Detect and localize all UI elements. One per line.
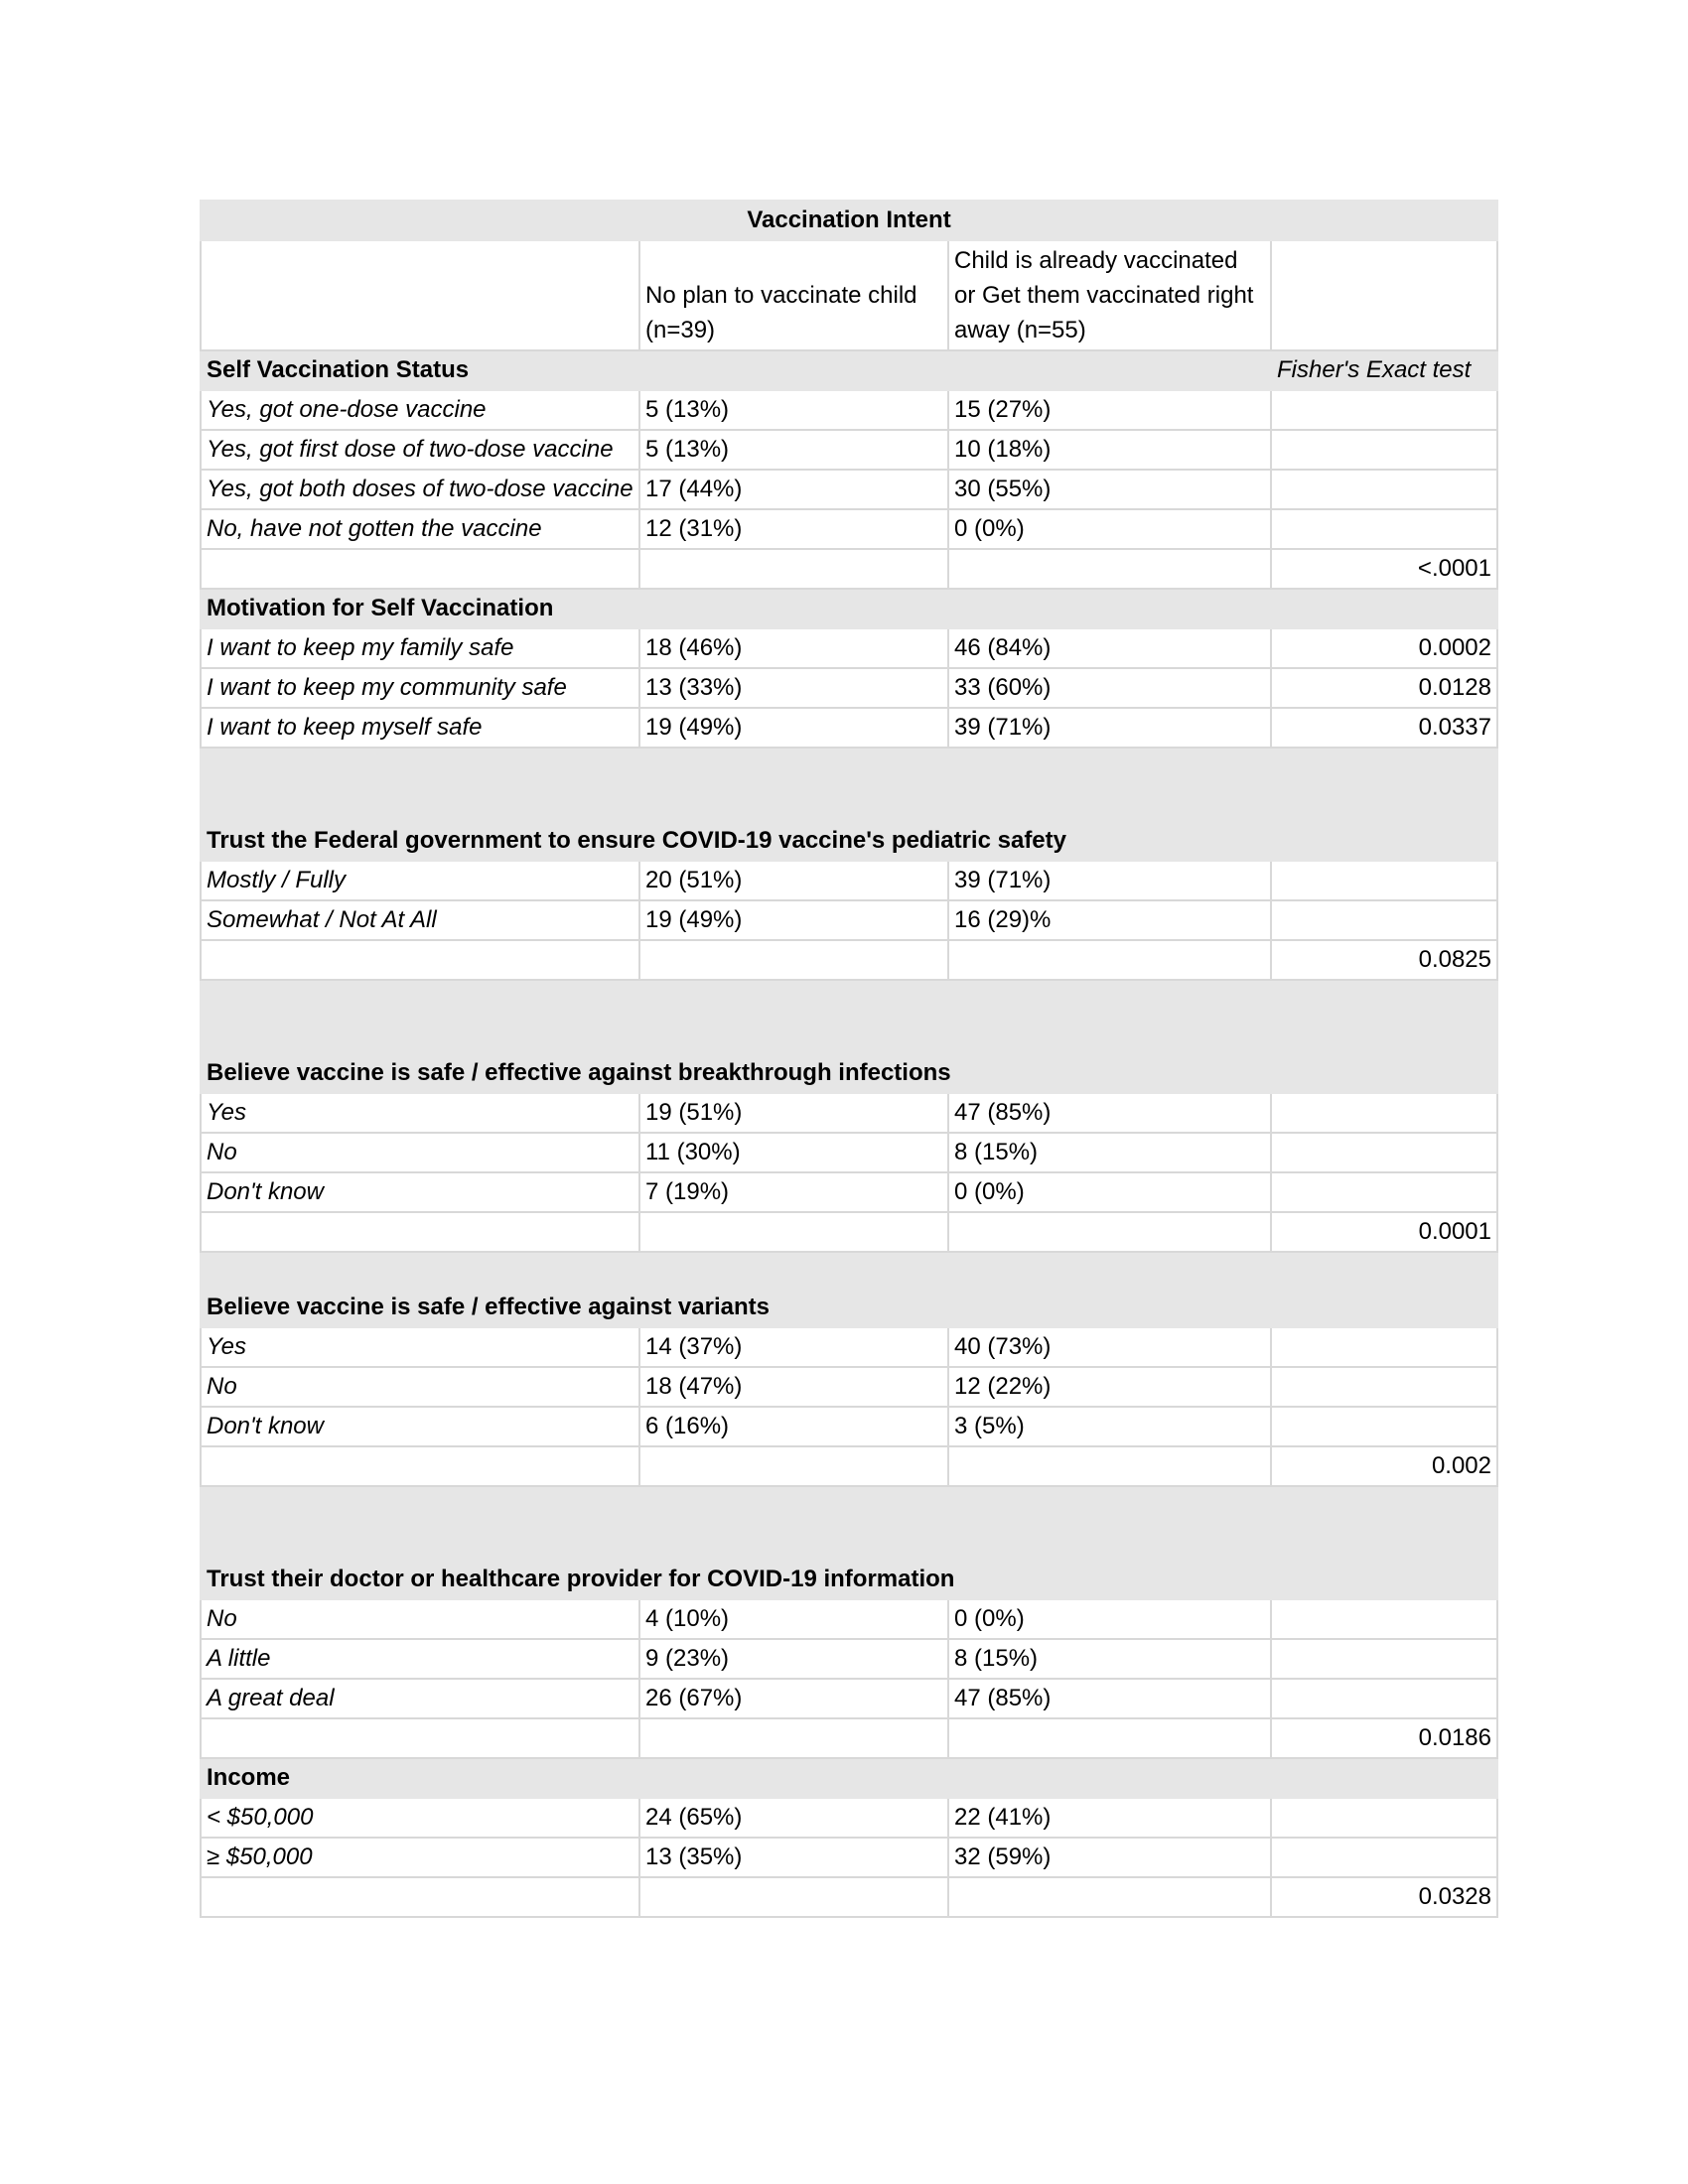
value-vaccinated: 47 (85%) — [948, 1679, 1271, 1718]
column-header-no-plan: No plan to vaccinate child (n=39) — [639, 240, 948, 350]
value-no-plan: 26 (67%) — [639, 1679, 948, 1718]
p-value — [1271, 430, 1497, 470]
row-label: ≥ $50,000 — [201, 1838, 639, 1877]
row-label: I want to keep my family safe — [201, 628, 639, 668]
p-value — [1271, 1133, 1497, 1172]
p-value — [1271, 509, 1497, 549]
p-value: 0.0128 — [1271, 668, 1497, 708]
value-no-plan: 13 (33%) — [639, 668, 948, 708]
row-label: No — [201, 1367, 639, 1407]
p-value — [1271, 1639, 1497, 1679]
value-no-plan: 5 (13%) — [639, 430, 948, 470]
value-vaccinated: 32 (59%) — [948, 1838, 1271, 1877]
blank-cell — [948, 940, 1271, 980]
value-vaccinated: 22 (41%) — [948, 1798, 1271, 1838]
row-label: Yes — [201, 1093, 639, 1133]
value-no-plan: 11 (30%) — [639, 1133, 948, 1172]
value-no-plan: 19 (49%) — [639, 900, 948, 940]
fisher-p-value: 0.0186 — [1271, 1718, 1497, 1758]
row-label: Somewhat / Not At All — [201, 900, 639, 940]
value-no-plan: 18 (47%) — [639, 1367, 948, 1407]
value-vaccinated: 47 (85%) — [948, 1093, 1271, 1133]
section-header-blank — [1271, 980, 1497, 1093]
value-no-plan: 9 (23%) — [639, 1639, 948, 1679]
column-header-vaccinated: Child is already vaccinated or Get them vaccinated right away (n=55) — [948, 240, 1271, 350]
table-row — [201, 1599, 1497, 1639]
value-vaccinated: 0 (0%) — [948, 1599, 1271, 1639]
table-row — [201, 708, 1497, 748]
section-header-blank — [1271, 748, 1497, 861]
section-header-row — [201, 748, 1497, 861]
p-value — [1271, 1367, 1497, 1407]
value-no-plan: 5 (13%) — [639, 390, 948, 430]
section-header-blank — [1271, 1758, 1497, 1798]
blank-cell — [639, 1877, 948, 1917]
value-no-plan: 18 (46%) — [639, 628, 948, 668]
row-label: Yes — [201, 1327, 639, 1367]
fisher-p-value: 0.0825 — [1271, 940, 1497, 980]
value-vaccinated: 3 (5%) — [948, 1407, 1271, 1446]
table-row — [201, 1838, 1497, 1877]
p-value — [1271, 1407, 1497, 1446]
results-table — [200, 200, 1498, 1918]
p-value — [1271, 1798, 1497, 1838]
fisher-p-value: 0.002 — [1271, 1446, 1497, 1486]
section-header-blank — [1271, 1486, 1497, 1599]
row-label: I want to keep my community safe — [201, 668, 639, 708]
row-label: Yes, got both doses of two-dose vaccine — [201, 470, 639, 509]
p-value-row — [201, 1446, 1497, 1486]
fisher-p-value: <.0001 — [1271, 549, 1497, 589]
section-header-row — [201, 350, 1497, 390]
row-label: A great deal — [201, 1679, 639, 1718]
fisher-p-value: 0.0328 — [1271, 1877, 1497, 1917]
blank-cell — [201, 1718, 639, 1758]
table-row — [201, 1367, 1497, 1407]
value-vaccinated: 30 (55%) — [948, 470, 1271, 509]
section-header-row — [201, 1252, 1497, 1327]
value-no-plan: 13 (35%) — [639, 1838, 948, 1877]
value-no-plan: 19 (51%) — [639, 1093, 948, 1133]
table-row — [201, 1133, 1497, 1172]
p-value-row — [201, 1877, 1497, 1917]
section-title: Trust their doctor or healthcare provider for COVID-19 information — [201, 1486, 1271, 1599]
p-value — [1271, 390, 1497, 430]
p-value — [1271, 470, 1497, 509]
value-no-plan: 19 (49%) — [639, 708, 948, 748]
p-value-row — [201, 549, 1497, 589]
row-label: A little — [201, 1639, 639, 1679]
table-row — [201, 1172, 1497, 1212]
table-row — [201, 390, 1497, 430]
row-label: No — [201, 1599, 639, 1639]
table-row — [201, 628, 1497, 668]
p-value — [1271, 861, 1497, 900]
value-no-plan: 20 (51%) — [639, 861, 948, 900]
section-header-row — [201, 1486, 1497, 1599]
table-row — [201, 470, 1497, 509]
p-value — [1271, 1599, 1497, 1639]
blank-cell — [948, 1718, 1271, 1758]
value-vaccinated: 0 (0%) — [948, 509, 1271, 549]
section-header-row — [201, 589, 1497, 628]
section-title: Motivation for Self Vaccination — [201, 589, 1271, 628]
blank-cell — [639, 1718, 948, 1758]
blank-cell — [201, 940, 639, 980]
p-value-row — [201, 1718, 1497, 1758]
p-value — [1271, 1327, 1497, 1367]
table-title-row — [201, 201, 1497, 240]
table-body — [201, 350, 1497, 1917]
section-header-row — [201, 1758, 1497, 1798]
blank-cell — [948, 549, 1271, 589]
table-title: Vaccination Intent — [201, 201, 1497, 240]
table-row — [201, 1093, 1497, 1133]
column-header-blank — [201, 240, 639, 350]
table-row — [201, 900, 1497, 940]
p-value — [1271, 1679, 1497, 1718]
blank-cell — [948, 1212, 1271, 1252]
table-row — [201, 509, 1497, 549]
test-label: Fisher's Exact test — [1271, 350, 1497, 390]
row-label: Don't know — [201, 1172, 639, 1212]
fisher-p-value: 0.0001 — [1271, 1212, 1497, 1252]
value-no-plan: 7 (19%) — [639, 1172, 948, 1212]
section-title: Income — [201, 1758, 1271, 1798]
value-vaccinated: 40 (73%) — [948, 1327, 1271, 1367]
value-vaccinated: 8 (15%) — [948, 1639, 1271, 1679]
value-vaccinated: 16 (29)% — [948, 900, 1271, 940]
table-row — [201, 861, 1497, 900]
column-header-blank — [1271, 240, 1497, 350]
value-vaccinated: 0 (0%) — [948, 1172, 1271, 1212]
blank-cell — [639, 549, 948, 589]
p-value — [1271, 1172, 1497, 1212]
table-row — [201, 1407, 1497, 1446]
table-row — [201, 1327, 1497, 1367]
blank-cell — [201, 1877, 639, 1917]
p-value-row — [201, 1212, 1497, 1252]
value-no-plan: 14 (37%) — [639, 1327, 948, 1367]
section-header-row — [201, 980, 1497, 1093]
row-label: Yes, got first dose of two-dose vaccine — [201, 430, 639, 470]
value-no-plan: 24 (65%) — [639, 1798, 948, 1838]
section-title: Self Vaccination Status — [201, 350, 1271, 390]
value-vaccinated: 39 (71%) — [948, 708, 1271, 748]
section-title: Believe vaccine is safe / effective against breakthrough infections — [201, 980, 1271, 1093]
column-header-row — [201, 240, 1497, 350]
section-title: Believe vaccine is safe / effective against variants — [201, 1252, 1271, 1327]
row-label: Yes, got one-dose vaccine — [201, 390, 639, 430]
row-label: I want to keep myself safe — [201, 708, 639, 748]
value-no-plan: 12 (31%) — [639, 509, 948, 549]
blank-cell — [639, 1212, 948, 1252]
blank-cell — [639, 940, 948, 980]
row-label: Don't know — [201, 1407, 639, 1446]
value-vaccinated: 33 (60%) — [948, 668, 1271, 708]
value-vaccinated: 8 (15%) — [948, 1133, 1271, 1172]
blank-cell — [201, 1212, 639, 1252]
value-no-plan: 4 (10%) — [639, 1599, 948, 1639]
blank-cell — [201, 549, 639, 589]
row-label: No — [201, 1133, 639, 1172]
value-vaccinated: 12 (22%) — [948, 1367, 1271, 1407]
table-row — [201, 1679, 1497, 1718]
p-value: 0.0002 — [1271, 628, 1497, 668]
table-row — [201, 430, 1497, 470]
row-label: No, have not gotten the vaccine — [201, 509, 639, 549]
value-vaccinated: 39 (71%) — [948, 861, 1271, 900]
table-row — [201, 668, 1497, 708]
value-vaccinated: 10 (18%) — [948, 430, 1271, 470]
row-label: Mostly / Fully — [201, 861, 639, 900]
blank-cell — [948, 1877, 1271, 1917]
p-value — [1271, 1838, 1497, 1877]
p-value: 0.0337 — [1271, 708, 1497, 748]
blank-cell — [639, 1446, 948, 1486]
table-row — [201, 1798, 1497, 1838]
section-header-blank — [1271, 589, 1497, 628]
table-row — [201, 1639, 1497, 1679]
blank-cell — [201, 1446, 639, 1486]
p-value — [1271, 1093, 1497, 1133]
value-vaccinated: 46 (84%) — [948, 628, 1271, 668]
section-title: Trust the Federal government to ensure COVID-19 vaccine's pediatric safety — [201, 748, 1271, 861]
value-vaccinated: 15 (27%) — [948, 390, 1271, 430]
section-header-blank — [1271, 1252, 1497, 1327]
blank-cell — [948, 1446, 1271, 1486]
p-value-row — [201, 940, 1497, 980]
value-no-plan: 6 (16%) — [639, 1407, 948, 1446]
p-value — [1271, 900, 1497, 940]
row-label: < $50,000 — [201, 1798, 639, 1838]
value-no-plan: 17 (44%) — [639, 470, 948, 509]
